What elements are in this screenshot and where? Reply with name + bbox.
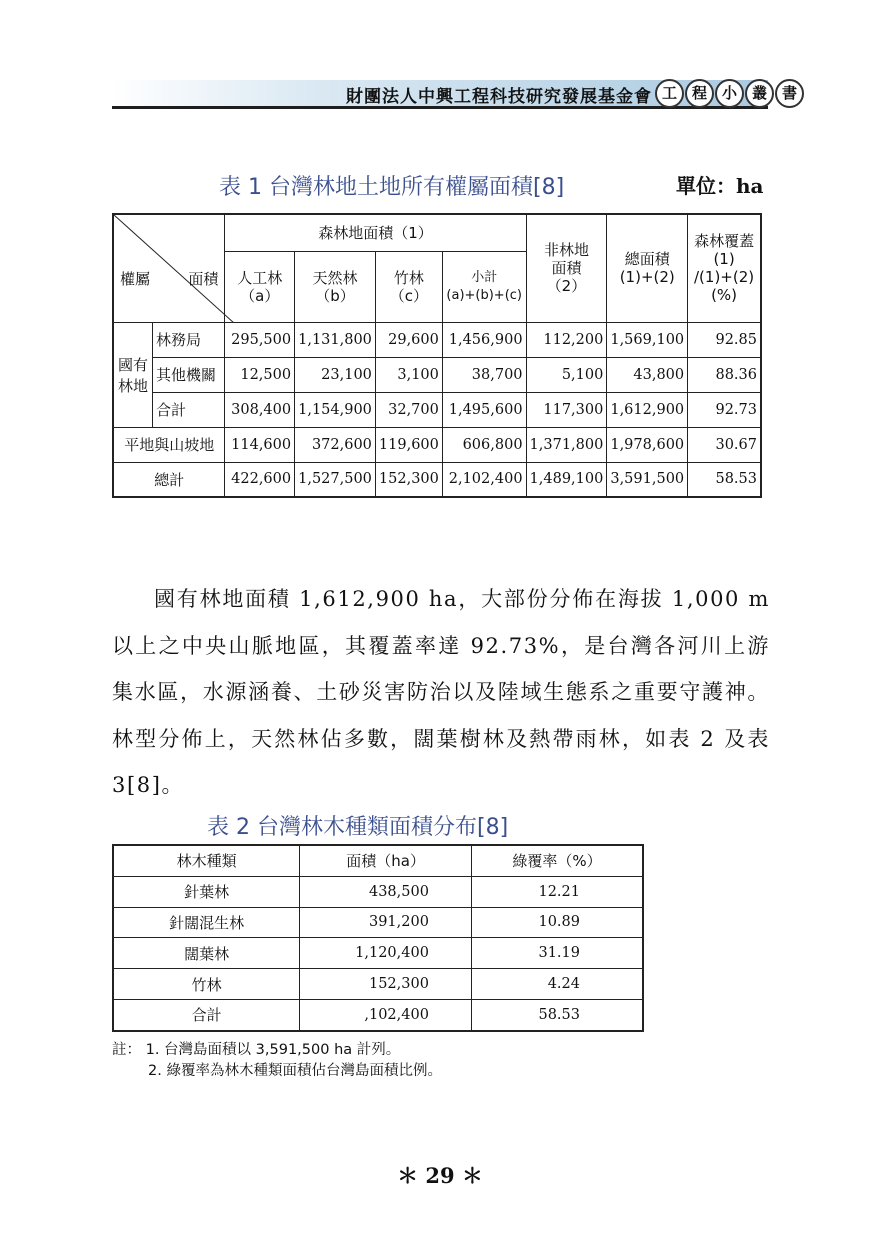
cell: 竹林: [113, 969, 300, 1000]
cell: 4.24: [471, 969, 643, 1000]
cell: 1,489,100: [526, 462, 607, 497]
table-row: [113, 357, 761, 392]
row-label: 平地與山坡地: [113, 427, 225, 462]
body-paragraph: [112, 576, 770, 809]
cell: 1,527,500: [295, 462, 376, 497]
series-char: 書: [775, 79, 804, 108]
page-number: ＊ 29 ＊: [397, 1163, 483, 1188]
series-char: 叢: [745, 79, 774, 108]
cell: 30.67: [688, 427, 761, 462]
cell: 針葉林: [113, 876, 300, 907]
cell: 5,100: [526, 357, 607, 392]
cell: 3,591,500: [607, 462, 688, 497]
table-row: [113, 427, 761, 462]
cell: ,102,400: [300, 999, 472, 1030]
cell: 438,500: [300, 876, 472, 907]
series-badge: [655, 79, 805, 108]
forest-type-table: [112, 844, 644, 1032]
corner-header: [113, 214, 225, 322]
cell: 1,495,600: [442, 392, 526, 427]
cell: 1,456,900: [442, 322, 526, 357]
row-label: 林務局: [152, 322, 224, 357]
national-forest-group: 國有 林地: [113, 322, 152, 427]
cell: 闊葉林: [113, 938, 300, 969]
row-label: 總計: [113, 462, 225, 497]
cell: 38,700: [442, 357, 526, 392]
table-row: [113, 876, 643, 907]
cell: 114,600: [225, 427, 295, 462]
table-header-row: [113, 845, 643, 876]
cell: 152,300: [375, 462, 442, 497]
cell: 29,600: [375, 322, 442, 357]
cell: 1,978,600: [607, 427, 688, 462]
publisher-name: 財團法人中興工程科技研究發展基金會: [346, 87, 652, 107]
note-1: 註： 1. 台灣島面積以 3,591,500 ha 計列。: [112, 1042, 401, 1058]
cell: 152,300: [300, 969, 472, 1000]
cell: 92.85: [688, 322, 761, 357]
cell: 23,100: [295, 357, 376, 392]
forest-group-header: 森林地面積（1）: [225, 214, 526, 251]
column-header: 綠覆率（%）: [471, 845, 643, 876]
cell: 12,500: [225, 357, 295, 392]
cell: 1,120,400: [300, 938, 472, 969]
cell: 合計: [113, 999, 300, 1030]
cell: 295,500: [225, 322, 295, 357]
note-2: 2. 綠覆率為林木種類面積佔台灣島面積比例。: [148, 1063, 442, 1079]
table-row: [113, 907, 643, 938]
land-ownership-table: [112, 213, 762, 498]
paragraph-text: 國有林地面積 1,612,900 ha，大部份分佈在海拔 1,000 m 以上之中央山脈地區，其覆蓋率達 92.73%，是台灣各河川上游集水區，水源涵養、土砂災害防治以及陸域生態系之重要守護神。林型分佈上，天然林佔多數，闊葉樹林及熱帶雨林，如表 2 及表 3[8]。: [112, 587, 770, 797]
cell: 606,800: [442, 427, 526, 462]
cell: 3,100: [375, 357, 442, 392]
subtotal-header: 小計 (a)+(b)+(c): [442, 251, 526, 322]
cell: 1,154,900: [295, 392, 376, 427]
table-row: [113, 969, 643, 1000]
natural-forest-header: 天然林 （b）: [295, 251, 376, 322]
plantation-header: 人工林 （a）: [225, 251, 295, 322]
cell: 1,612,900: [607, 392, 688, 427]
row-label: 其他機關: [152, 357, 224, 392]
cell: 88.36: [688, 357, 761, 392]
column-header: 面積（ha）: [300, 845, 472, 876]
cell: 58.53: [471, 999, 643, 1030]
cell: 308,400: [225, 392, 295, 427]
table1-title: 表 1 台灣林地土地所有權屬面積[8]: [219, 175, 565, 200]
table-row: [113, 999, 643, 1030]
cell: 1,371,800: [526, 427, 607, 462]
table-row: [113, 938, 643, 969]
cell: 12.21: [471, 876, 643, 907]
series-char: 程: [685, 79, 714, 108]
cell: 372,600: [295, 427, 376, 462]
cell: 92.73: [688, 392, 761, 427]
table-row: [113, 392, 761, 427]
table2-title: 表 2 台灣林木種類面積分布[8]: [207, 815, 509, 840]
cell: 32,700: [375, 392, 442, 427]
series-char: 小: [715, 79, 744, 108]
table1-unit: 單位：ha: [676, 174, 764, 198]
cell: 58.53: [688, 462, 761, 497]
nonforest-header: 非林地 面積 （2）: [526, 214, 607, 322]
cell: 422,600: [225, 462, 295, 497]
corner-right-label: 面積: [188, 269, 219, 288]
column-header: 林木種類: [113, 845, 300, 876]
cell: 1,569,100: [607, 322, 688, 357]
forest-cover-header: 森林覆蓋 (1) /(1)+(2) (%): [688, 214, 761, 322]
table-row: [113, 462, 761, 497]
cell: 43,800: [607, 357, 688, 392]
cell: 117,300: [526, 392, 607, 427]
total-area-header: 總面積 (1)+(2): [607, 214, 688, 322]
cell: 31.19: [471, 938, 643, 969]
table-row: [113, 322, 761, 357]
row-label: 合計: [152, 392, 224, 427]
cell: 1,131,800: [295, 322, 376, 357]
cell: 119,600: [375, 427, 442, 462]
cell: 112,200: [526, 322, 607, 357]
corner-left-label: 權屬: [120, 269, 151, 288]
table-notes: [112, 1040, 442, 1082]
bamboo-header: 竹林 （c）: [375, 251, 442, 322]
cell: 2,102,400: [442, 462, 526, 497]
cell: 10.89: [471, 907, 643, 938]
cell: 針闊混生林: [113, 907, 300, 938]
cell: 391,200: [300, 907, 472, 938]
series-char: 工: [655, 79, 684, 108]
